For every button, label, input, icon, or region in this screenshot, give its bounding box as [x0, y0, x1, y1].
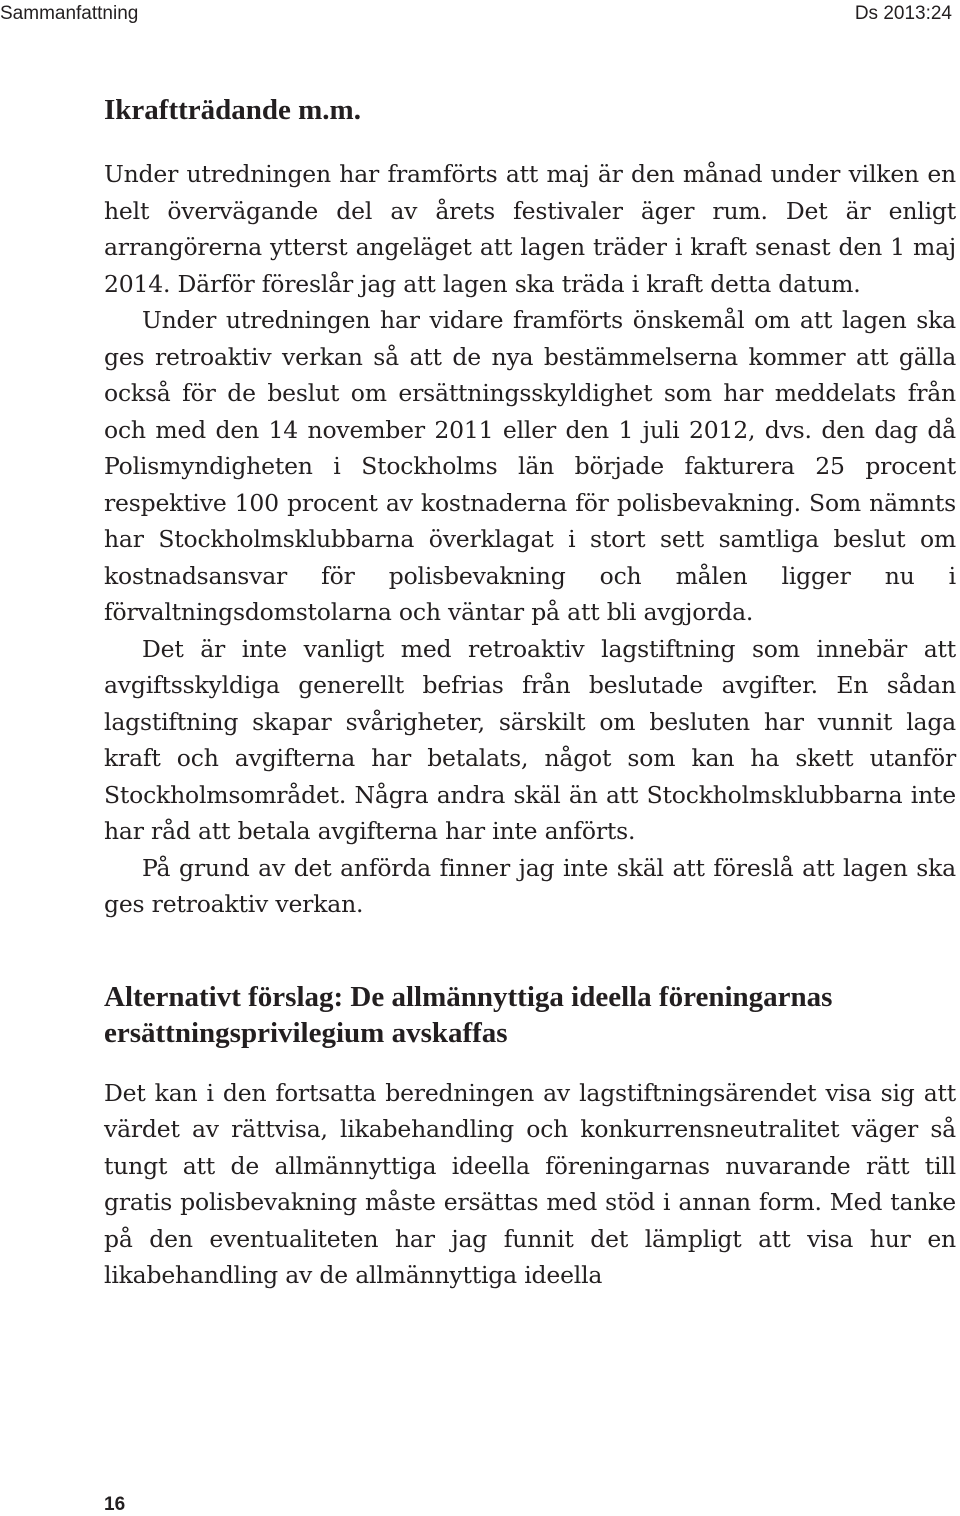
body-paragraph: Under utredningen har framförts att maj är den månad under vilken en helt övervägande del av årets festivaler äger rum. Det är enligt arrangörerna ytterst angeläget att lagen träder i kraft senast den 1 maj 2014. Därför föreslår jag att lagen ska träda i kraft detta datum.: [104, 160, 956, 298]
running-header-report-id: Ds 2013:24: [854, 3, 952, 24]
body-paragraph: På grund av det anförda finner jag inte skäl att föreslå att lagen ska ges retroaktiv verkan.: [104, 853, 956, 918]
body-paragraph: Det är inte vanligt med retroaktiv lagstiftning som innebär att avgiftsskyldiga generellt befrias från beslutade avgifter. En sådan lagstiftning skapar svårigheter, särskilt om besluten har vunnit laga kraft och avgifterna har betalats, något som kan ha skett utanför Stockholmsområdet. Några andra skäl än att Stockholmsklubbarna inte har råd att betala avgifterna har inte anförts.: [104, 634, 956, 845]
page-content: [104, 92, 956, 1294]
section-heading-alternativt-forslag: Alternativt förslag: De allmännyttiga ideella föreningarnas ersättningsprivilegium avskaffas: [104, 980, 833, 1049]
body-paragraph: Under utredningen har vidare framförts önskemål om att lagen ska ges retroaktiv verkan så att de nya bestämmelserna kommer att gälla också för de beslut om ersättningsskyldighet som har meddelats från och med den 14 november 2011 eller den 1 juli 2012, dvs. den dag då Polismyndigheten i Stockholms län började fakturera 25 procent respektive 100 procent av kostnaderna för polisbevakning. Som nämnts har Stockholmsklubbarna överklagat i stort sett samtliga beslut om kostnadsansvar för polisbevakning och målen ligger nu i förvaltningsdomstolarna och väntar på att bli avgjorda.: [104, 306, 956, 626]
section-heading-ikrafttradande: Ikraftträdande m.m.: [104, 94, 361, 126]
body-paragraph: Det kan i den fortsatta beredningen av lagstiftningsärendet visa sig att värdet av rättvisa, likabehandling och konkurrensneutralitet väger så tungt att de allmännyttiga ideella föreningarnas nuvarande rätt till gratis polisbevakning måste ersättas med stöd i annan form. Med tanke på den eventualiteten har jag funnit det lämpligt att visa hur en likabehandling av de allmännyttiga ideella: [104, 1078, 956, 1289]
page-number: 16: [104, 1494, 126, 1515]
running-header-section-title: Sammanfattning: [0, 3, 139, 24]
running-header: [0, 0, 960, 30]
